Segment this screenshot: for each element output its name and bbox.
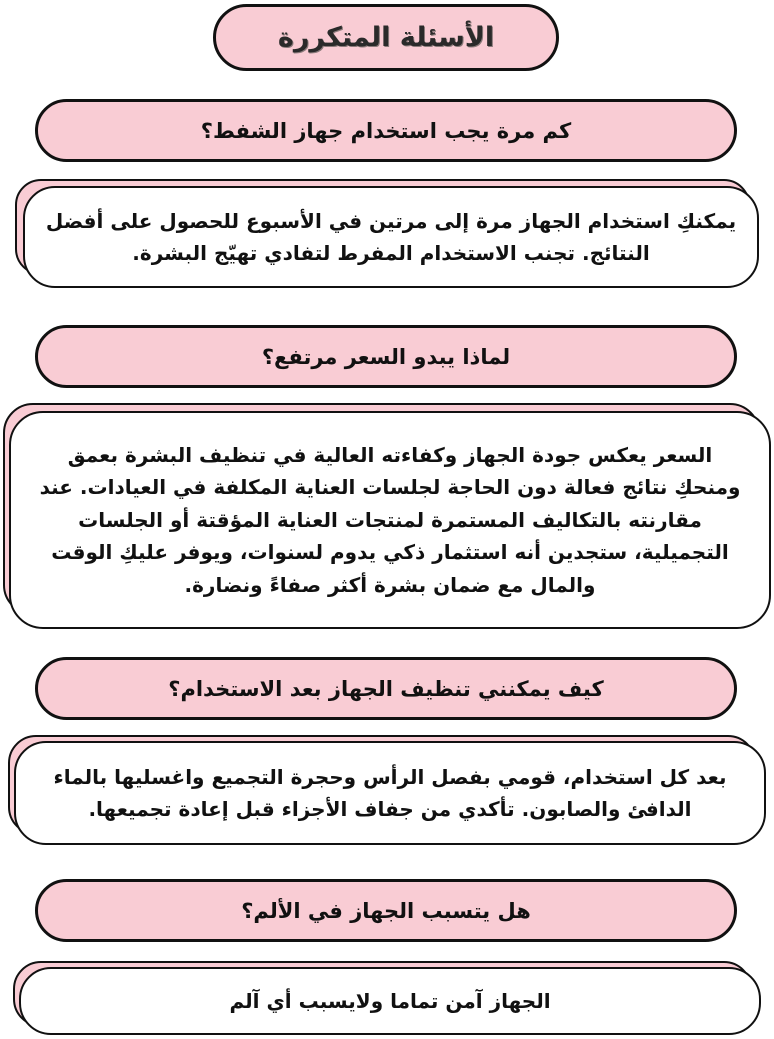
faq-answer-4-text: الجهاز آمن تماما ولايسبب أي آلم [229, 989, 551, 1013]
faq-question-1[interactable]: كم مرة يجب استخدام جهاز الشفط؟ [35, 99, 737, 162]
faq-question-3[interactable]: كيف يمكنني تنظيف الجهاز بعد الاستخدام؟ [35, 657, 737, 720]
faq-answer-1-text: يمكنكِ استخدام الجهاز مرة إلى مرتين في الأسبوع للحصول على أفضل النتائج. تجنب الاستخدام المفرط لتفادي تهيّج البشرة. [45, 209, 737, 265]
faq-answer-2 [9, 411, 771, 629]
page-title: الأسئلة المتكررة [213, 4, 559, 71]
faq-question-2[interactable]: لماذا يبدو السعر مرتفع؟ [35, 325, 737, 388]
faq-answer-3 [14, 741, 766, 845]
faq-answer-1 [23, 186, 759, 288]
faq-answer-4 [19, 967, 761, 1035]
faq-answer-3-text: بعد كل استخدام، قومي بفصل الرأس وحجرة التجميع واغسليها بالماء الدافئ والصابون. تأكدي من جفاف الأجزاء قبل إعادة تجميعها. [53, 765, 727, 821]
faq-answer-2-text: السعر يعكس جودة الجهاز وكفاءته العالية في تنظيف البشرة بعمق ومنحكِ نتائج فعالة دون الحاجة لجلسات العناية المكلفة في العيادات. عند مقارنته بالتكاليف المستمرة لمنتجات العناية المؤقتة أو الجلسات التجميلية، ستجدين أنه استثمار ذكي يدوم لسنوات، ويوفر عليكِ الوقت والمال مع ضمان بشرة أكثر صفاءً ونضارة. [39, 443, 741, 597]
faq-question-4[interactable]: هل يتسبب الجهاز في الألم؟ [35, 879, 737, 942]
